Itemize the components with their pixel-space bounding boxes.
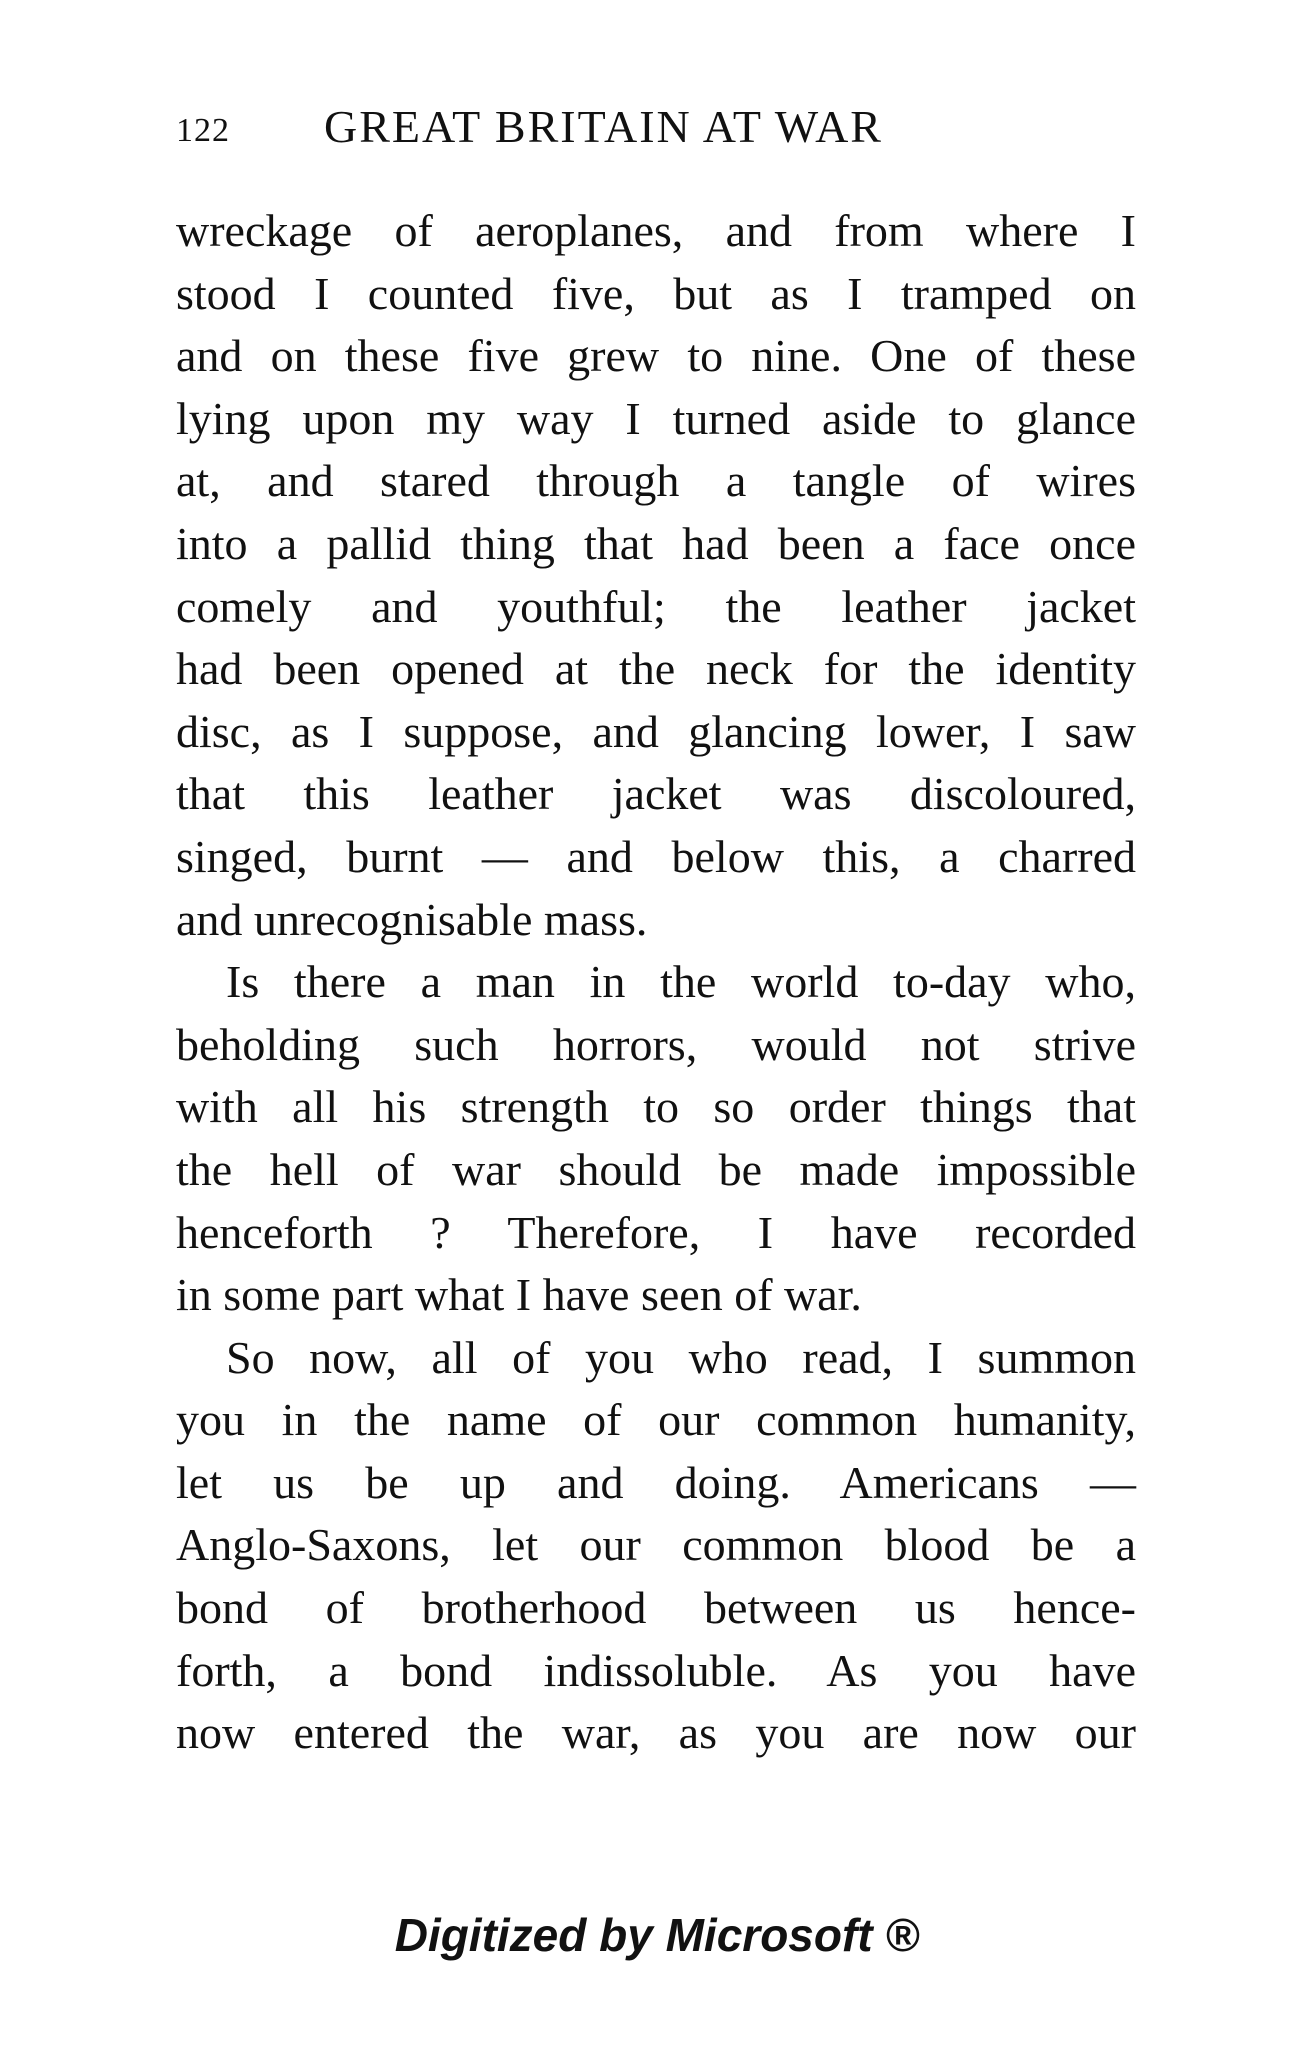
text-line: So now, all of you who read, I summon [226, 1331, 1136, 1383]
text-line: bond of brotherhood between us hence- [176, 1582, 1136, 1634]
text-line: forth, a bond indissoluble. As you have [176, 1644, 1136, 1696]
text-line: stood I counted five, but as I tramped on [176, 267, 1136, 319]
paragraph-3 [176, 1327, 1136, 1765]
text-line: into a pallid thing that had been a face once [176, 517, 1136, 569]
paragraph-1 [176, 200, 1136, 951]
text-line: disc, as I suppose, and glancing lower, I saw [176, 705, 1136, 757]
paragraph-2 [176, 951, 1136, 1327]
text-line: let us be up and doing. Americans — [176, 1456, 1136, 1508]
text-line: henceforth ? Therefore, I have recorded [176, 1206, 1136, 1258]
text-line: comely and youthful; the leather jacket [176, 580, 1136, 632]
body-text [176, 200, 1136, 1765]
text-line: that this leather jacket was discoloured, [176, 768, 1136, 820]
page-number: 122 [176, 112, 230, 149]
text-line: wreckage of aeroplanes, and from where I [176, 205, 1136, 256]
text-line: now entered the war, as you are now our [176, 1707, 1136, 1759]
text-line: lying upon my way I turned aside to glance [176, 392, 1136, 444]
running-head [176, 100, 1136, 160]
text-line: with all his strength to so order things that [176, 1081, 1136, 1133]
text-line: Anglo-Saxons, let our common blood be a [176, 1519, 1136, 1571]
text-line: in some part what I have seen of war. [176, 1269, 862, 1321]
text-line: Is there a man in the world to-day who, [226, 956, 1136, 1008]
text-line: you in the name of our common humanity, [176, 1394, 1136, 1446]
text-line: beholding such horrors, would not strive [176, 1018, 1136, 1070]
text-line: singed, burnt — and below this, a charred [176, 830, 1136, 882]
text-line: at, and stared through a tangle of wires [176, 455, 1136, 507]
running-title: GREAT BRITAIN AT WAR [324, 101, 883, 152]
text-line: the hell of war should be made impossible [176, 1143, 1136, 1195]
text-line: and unrecognisable mass. [176, 893, 648, 945]
digitization-watermark: Digitized by Microsoft ® [394, 1909, 920, 1961]
text-line: had been opened at the neck for the identity [176, 643, 1136, 695]
text-line: and on these five grew to nine. One of these [176, 330, 1136, 382]
